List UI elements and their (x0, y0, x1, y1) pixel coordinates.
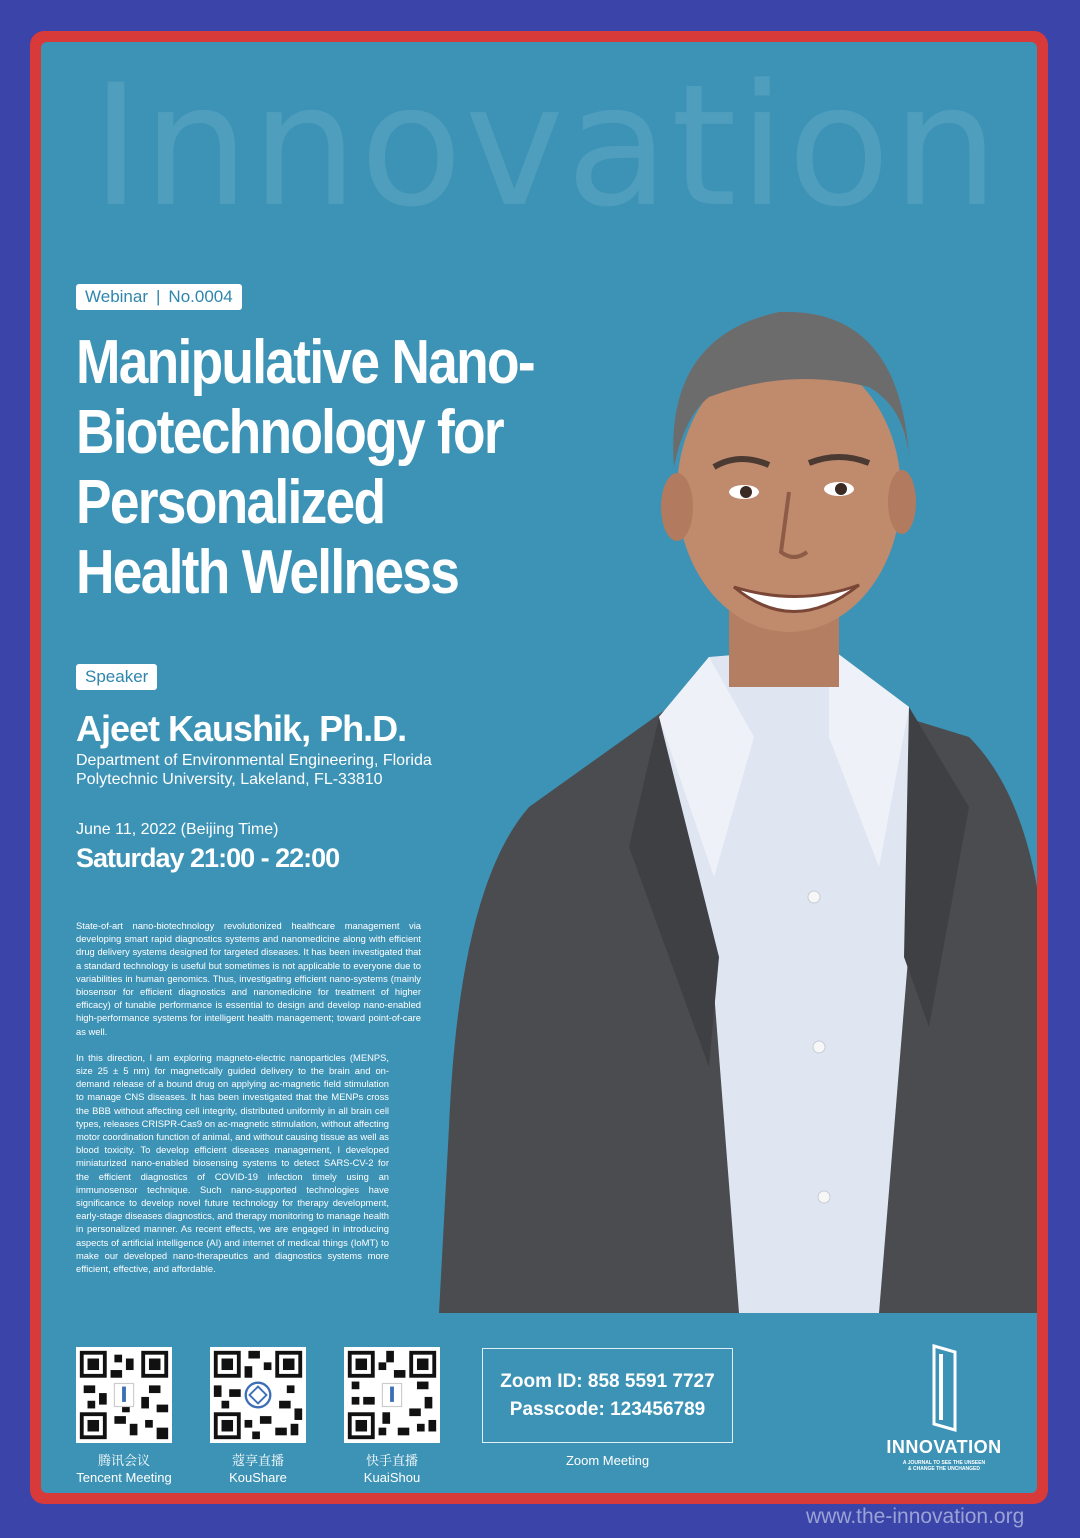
webinar-type: Webinar (85, 287, 148, 306)
webinar-number: No.0004 (168, 287, 233, 306)
event-time: Saturday 21:00 - 22:00 (76, 843, 340, 873)
kuaishou-qr-code[interactable] (344, 1347, 440, 1443)
zoom-id: Zoom ID: 858 5591 7727 (500, 1371, 715, 1392)
webinar-badge (76, 284, 242, 310)
koushare-label (193, 1452, 323, 1486)
zoom-passcode: Passcode: 123456789 (509, 1399, 706, 1420)
title-line: Manipulative Nano- (76, 328, 534, 397)
qr-label-cn: 蔻享直播 (231, 1453, 284, 1468)
abstract-paragraph: In this direction, I am exploring magneto-electric nanoparticles (MENPS, size 25 ± 5 nm) for magnetically guided delivery to the brain and on-demand release of a bound drug on applying ac-magnetic field stimulation to manage CNS diseases. It has been investigated that the MENPs cross the BBB without affecting cell integrity, distributed uniformly in all brain cell types, releases CRISPR-Cas9 on ac-magnetic stimulation, without affecting motor coordination function of animal, and without causing tissue as well as blood toxicity. To develop efficient diseases management, I developed miniaturized nano-enabled biosensing systems to detect SARS-CV-2 for the efficient diagnostics of COVID-19 infection timely using an immunosensor technique. Such nano-supported technologies have significance to develop novel future technology for therapy development, early-stage diseases diagnostics, and therapy monitoring to manage health in personalized manner. As recent effects, we are engaged in introducing aspects of artificial intelligence (AI) and internet of medical things (IoMT) to make our developed nano-therapeutics and diagnostics systems more efficient, effective, and affordable. (76, 1051, 389, 1275)
qr-label-en: KuaiShou (363, 1470, 421, 1485)
zoom-info-box (482, 1348, 733, 1443)
tagline-line: & CHANGE THE UNCHANGED (908, 1466, 980, 1472)
tencent-meeting-label (59, 1452, 189, 1486)
speaker-name: Ajeet Kaushik, Ph.D. (76, 708, 407, 749)
innovation-logo-tagline (877, 1460, 1011, 1472)
qr-label-cn: 快手直播 (365, 1453, 418, 1468)
qr-label-en: KouShare (229, 1470, 287, 1485)
kuaishou-label (327, 1452, 457, 1486)
innovation-logo-word: INNOVATION (886, 1437, 1002, 1457)
speaker-affiliation: Department of Environmental Engineering, Florida Polytechnic University, Lakeland, FL-33810 (76, 752, 432, 788)
abstract (76, 919, 421, 1288)
zoom-meeting-label: Zoom Meeting (565, 1453, 650, 1468)
koushare-qr-code[interactable] (210, 1347, 306, 1443)
speaker-label: Speaker (76, 664, 157, 690)
tencent-qr-code[interactable] (76, 1347, 172, 1443)
title-line: Health Wellness (76, 538, 459, 607)
abstract-paragraph: State-of-art nano-biotechnology revolutionized healthcare management via developing smart rapid diagnostics systems and nanomedicine along with efficient drug delivery systems designed for targeted diseases. It has been investigated that a standard technology is useful but sometimes is not applicable to everyone due to variabilities in human genomics. Thus, investigating efficient nano-systems (mainly biosensor for efficient diagnostics and nanomedicine for treatment of higher efficacy) of tunable performance is essential to design and develop nano-enabled high-performance systems for intelligent health management; toward point-of-care as well. (76, 920, 421, 1037)
qr-label-cn: 腾讯会议 (97, 1453, 150, 1468)
badge-separator: | (156, 287, 161, 306)
tagline-line: A JOURNAL TO SEE THE UNSEEN (902, 1460, 986, 1466)
event-date: June 11, 2022 (Beijing Time) (76, 821, 279, 838)
title-line: Personalized (76, 468, 385, 537)
website-link[interactable]: www.the-innovation.org (806, 1505, 1025, 1528)
poster-panel (41, 42, 1037, 1493)
title-line: Biotechnology for (76, 398, 503, 467)
innovation-watermark: Innovation (91, 48, 1001, 244)
webinar-title (76, 328, 558, 608)
qr-label-en: Tencent Meeting (76, 1470, 172, 1485)
